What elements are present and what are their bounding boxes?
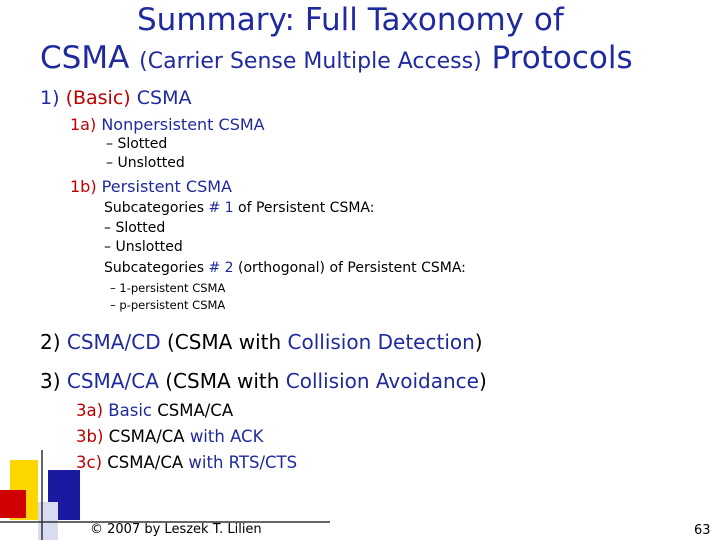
item-1a-label: Nonpersistent CSMA (101, 115, 265, 134)
item-3b-label: CSMA/CA (108, 427, 185, 446)
item-2-number: 2) (40, 330, 61, 354)
copyright-notice: © 2007 by Leszek T. Lilien (90, 522, 262, 537)
sub1-description: of Persistent CSMA: (238, 200, 375, 216)
item-3-detail: Collision Avoidance (285, 369, 479, 393)
item-3b-number: 3b) (76, 427, 104, 446)
sub1-slotted: – Slotted (104, 220, 166, 236)
item-1b (70, 177, 232, 196)
item-3a-label: CSMA/CA (157, 401, 234, 420)
item-2-prefix: (CSMA with (166, 330, 282, 354)
sub2-description: (orthogonal) of Persistent CSMA: (238, 260, 466, 276)
sub1-unslotted: – Unslotted (104, 239, 183, 255)
item-1 (40, 87, 191, 109)
item-3a-qualifier: Basic (108, 401, 152, 420)
item-3-label: CSMA/CA (66, 369, 159, 393)
sub2-number: # 2 (208, 260, 234, 276)
sub2-label: Subcategories (104, 260, 205, 276)
item-1-number: 1) (40, 87, 60, 109)
item-3-close: ) (478, 369, 487, 393)
item-3a-number: 3a) (76, 401, 104, 420)
item-1a (70, 115, 265, 134)
page-number: 63 (694, 523, 711, 538)
title-csma: CSMA (40, 40, 130, 76)
item-1-label: CSMA (136, 87, 192, 109)
item-1-qualifier: (Basic) (65, 87, 131, 109)
item-2-label: CSMA/CD (66, 330, 161, 354)
item-3b (76, 427, 263, 446)
slide-title-line2 (40, 40, 633, 76)
title-protocols: Protocols (491, 40, 633, 76)
item-3c-qualifier: with RTS/CTS (188, 453, 298, 472)
item-3 (40, 369, 487, 393)
item-1b-label: Persistent CSMA (101, 177, 232, 196)
red-block (0, 490, 26, 518)
sub1-label: Subcategories (104, 200, 205, 216)
title-expansion: (Carrier Sense Multiple Access) (139, 49, 482, 74)
subcategories-2 (104, 260, 466, 276)
item-2-close: ) (474, 330, 483, 354)
item-1b-number: 1b) (70, 177, 97, 196)
item-3-number: 3) (40, 369, 61, 393)
item-3b-qualifier: with ACK (189, 427, 264, 446)
item-2-detail: Collision Detection (287, 330, 475, 354)
sub1-number: # 1 (208, 200, 234, 216)
item-3c-label: CSMA/CA (107, 453, 184, 472)
item-2 (40, 330, 483, 354)
sub2-p-persistent: – p-persistent CSMA (110, 298, 226, 312)
item-3-prefix: (CSMA with (165, 369, 280, 393)
item-1a-sub-unslotted: – Unslotted (106, 155, 185, 171)
sub2-1-persistent: – 1-persistent CSMA (110, 281, 226, 295)
item-1a-number: 1a) (70, 115, 97, 134)
item-1a-sub-slotted: – Slotted (106, 136, 168, 152)
lightblue-block (38, 502, 58, 540)
subcategories-1 (104, 200, 374, 216)
item-3c-number: 3c) (76, 453, 103, 472)
item-3a (76, 401, 233, 420)
slide-title-line1: Summary: Full Taxonomy of (137, 2, 564, 38)
item-3c (76, 453, 297, 472)
